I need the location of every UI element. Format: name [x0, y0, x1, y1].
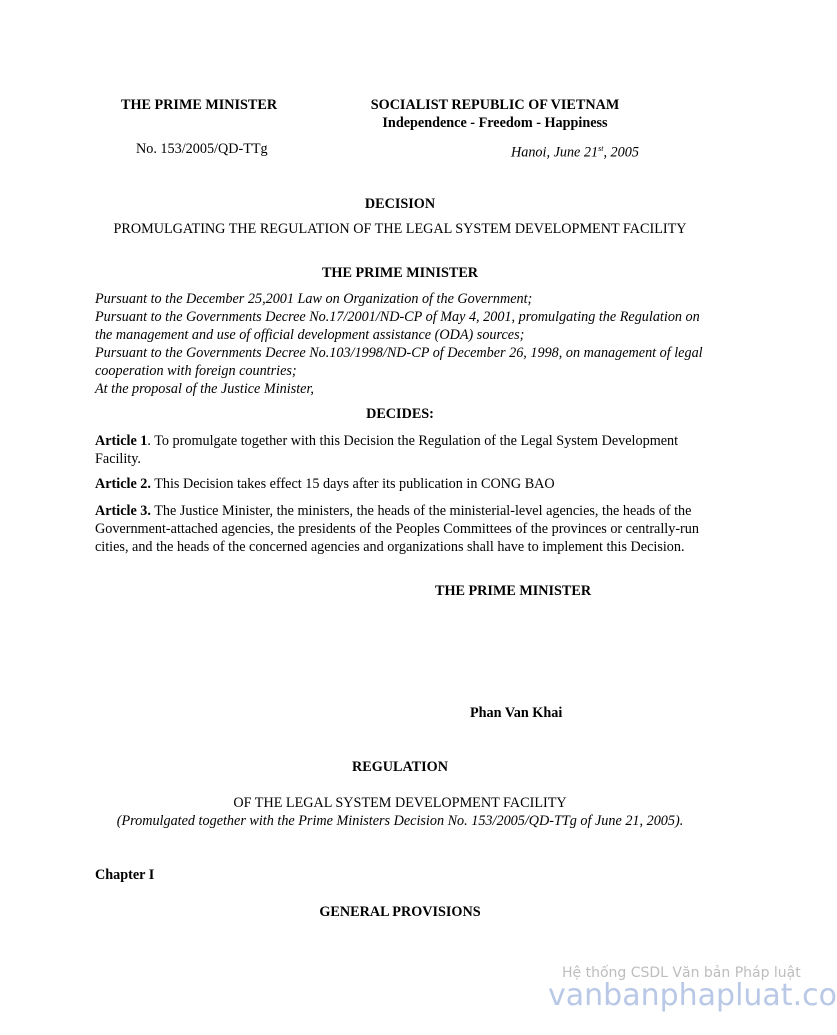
watermark-site: vanbanphapluat.co: [548, 978, 837, 1013]
national-motto: Independence - Freedom - Happiness: [382, 115, 608, 131]
regulation-note: (Promulgated together with the Prime Ministers Decision No. 153/2005/QD-TTg of June 21, 2005).: [116, 813, 684, 829]
preamble-line: Pursuant to the Governments Decree No.103/1998/ND-CP of December 26, 1998, on management of legal cooperation with foreign countries;: [95, 345, 703, 379]
document-number: No. 153/2005/QD-TTg: [136, 141, 268, 157]
decision-subject: PROMULGATING THE REGULATION OF THE LEGAL SYSTEM DEVELOPMENT FACILITY: [113, 221, 687, 237]
watermark-caption: Hệ thống CSDL Văn bản Pháp luật: [562, 965, 801, 981]
decision-authority: THE PRIME MINISTER: [321, 265, 479, 281]
article-3: [95, 502, 707, 556]
article-label: Article 2.: [95, 476, 151, 492]
place-date-main: Hanoi, June 21: [511, 144, 599, 161]
article-label: Article 1: [95, 433, 148, 449]
preamble-line: Pursuant to the December 25,2001 Law on Organization of the Government;: [95, 291, 533, 307]
preamble: [95, 290, 707, 398]
place-date: [511, 140, 639, 162]
preamble-line: At the proposal of the Justice Minister,: [95, 381, 314, 397]
preamble-line: Pursuant to the Governments Decree No.17/2001/ND-CP of May 4, 2001, promulgating the Regulation on the management and use of official development assistance (ODA) sources;: [95, 309, 700, 343]
decides-heading: DECIDES:: [366, 406, 434, 422]
regulation-title: REGULATION: [352, 759, 448, 775]
signer-title: THE PRIME MINISTER: [435, 583, 592, 599]
chapter-label: Chapter I: [95, 867, 155, 883]
article-text: . To promulgate together with this Decision the Regulation of the Legal System Development Facility.: [95, 433, 679, 467]
country-name: SOCIALIST REPUBLIC OF VIETNAM: [370, 97, 620, 113]
regulation-subtitle: OF THE LEGAL SYSTEM DEVELOPMENT FACILITY: [233, 795, 567, 811]
article-2: [95, 475, 707, 493]
article-text: The Justice Minister, the ministers, the heads of the ministerial-level agencies, the heads of the Government-attached agencies, the presidents of the Peoples Committees of the provinces or centrally-run cities, and the heads of the concerned agencies and organizations shall have to implement this Decision.: [95, 503, 699, 555]
signer-name: Phan Van Khai: [470, 705, 563, 721]
place-date-year: , 2005: [603, 144, 639, 161]
decision-title: DECISION: [364, 196, 436, 212]
place-date-superscript: st: [598, 144, 604, 153]
article-text: This Decision takes effect 15 days after its publication in CONG BAO: [150, 476, 555, 492]
article-1: [95, 432, 707, 468]
chapter-title: GENERAL PROVISIONS: [319, 904, 481, 920]
article-label: Article 3.: [95, 503, 151, 519]
issuer-name: THE PRIME MINISTER: [121, 97, 278, 113]
